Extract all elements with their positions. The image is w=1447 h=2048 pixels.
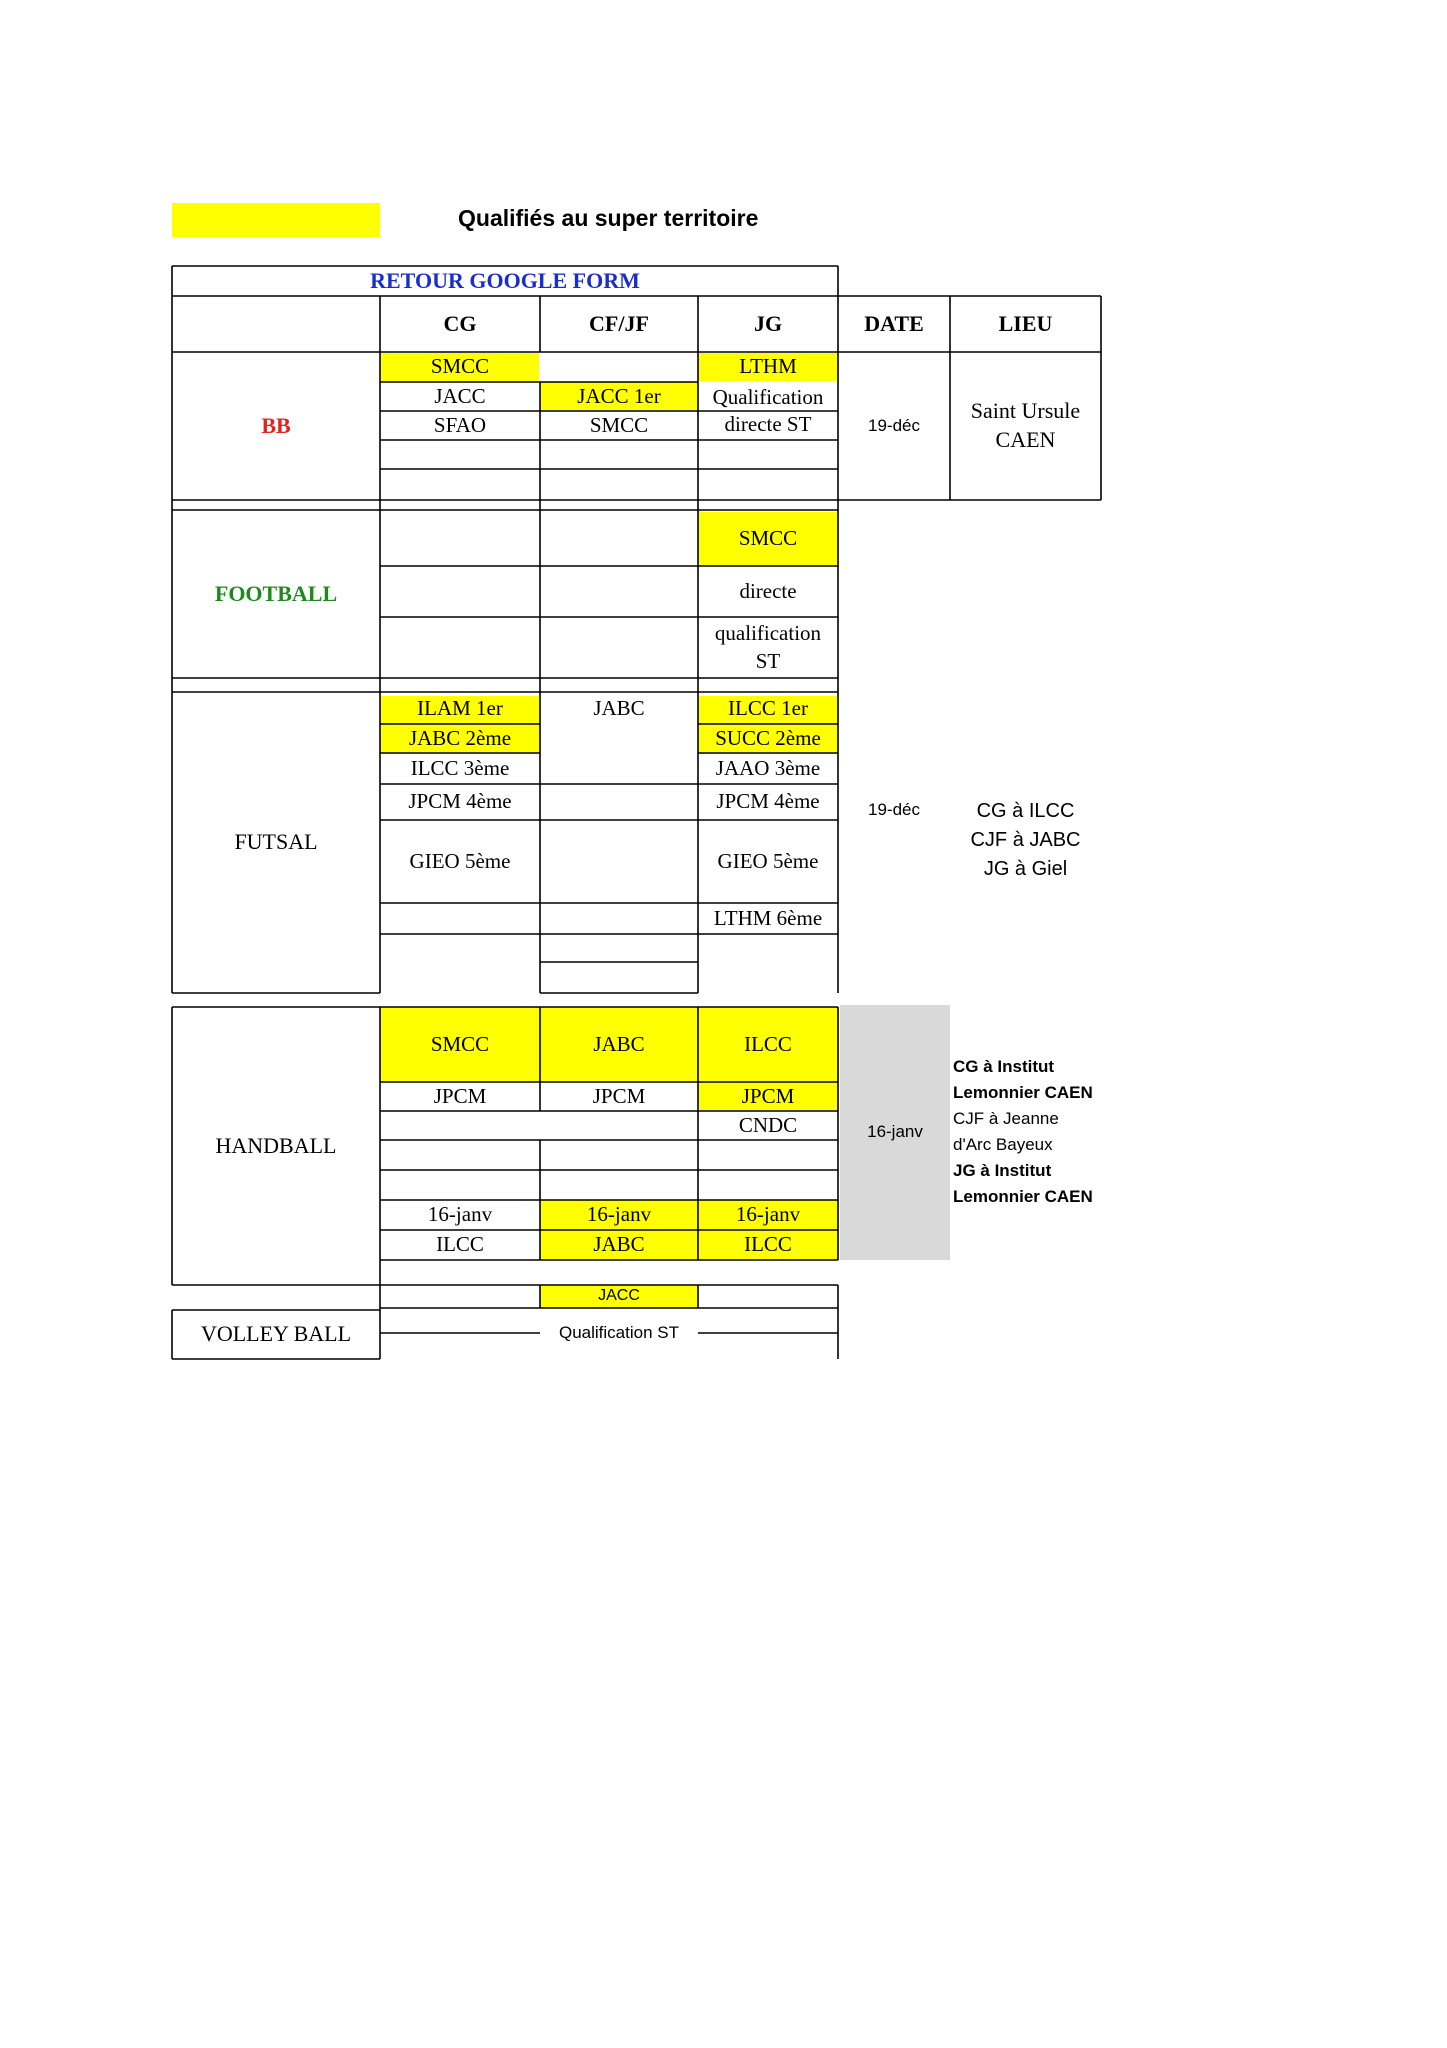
cell-bb-lieu [950,352,1101,500]
cell-handball-cfjf-2: JPCM [592,1083,646,1108]
cell-handball-cfjf-3: 16-janv [586,1202,652,1227]
handball-lieu-line-4: d'Arc Bayeux [953,1135,1053,1154]
sport-label-football: FOOTBALL [214,580,338,606]
cell-bb-cfjf-2: SMCC [589,412,649,437]
cell-handball-cfjf-1: JABC [593,1031,645,1056]
cell-football-jg-2: directe [739,578,797,603]
cell-futsal-jg-3: JAAO 3ème [715,755,821,780]
sport-label-handball: HANDBALL [215,1132,337,1158]
legend-swatch [172,203,380,237]
cell-futsal-date: 19-déc [868,799,920,819]
cell-futsal-cg-1: ILAM 1er [417,696,503,721]
cell-handball-jg-2: JPCM [741,1083,795,1108]
cell-handball-cg-1: SMCC [430,1031,490,1056]
cell-volleyball-cfjf-2: Qualification ST [559,1322,679,1342]
cell-futsal-cfjf-1: JABC [593,696,645,721]
cell-football-jg-3: qualification ST [714,621,822,673]
cell-futsal-jg-5: GIEO 5ème [717,848,819,873]
cell-bb-cg-1: SMCC [430,354,490,379]
cell-futsal-lieu [950,780,1101,900]
bb-lieu-line-2: CAEN [995,427,1056,452]
sport-label-futsal: FUTSAL [234,829,318,855]
cell-bb-cg-3: SFAO [433,412,487,437]
cell-volleyball-cfjf-1: JACC [598,1287,640,1305]
cell-futsal-cg-3: ILCC 3ème [410,755,510,780]
cell-handball-cfjf-4: JABC [593,1232,645,1257]
column-header-lieu: LIEU [998,310,1053,336]
handball-lieu-line-3: CJF à Jeanne [953,1109,1059,1128]
handball-lieu-line-1: CG à Institut [953,1057,1055,1076]
handball-lieu-line-6: Lemonnier CAEN [953,1187,1093,1206]
cell-handball-jg-1: ILCC [744,1031,792,1056]
banner-retour-google-form: RETOUR GOOGLE FORM [370,267,640,293]
sport-label-bb: BB [261,412,291,438]
cell-handball-cg-4: ILCC [436,1232,484,1257]
column-header-jg: JG [753,310,783,336]
cell-handball-lieu [953,1054,1103,1210]
column-header-cfjf: CF/JF [589,310,649,336]
cell-futsal-cg-4: JPCM 4ème [408,789,512,814]
cell-handball-date: 16-janv [867,1122,923,1142]
cell-futsal-jg-4: JPCM 4ème [716,789,820,814]
cell-handball-jg-5: ILCC [744,1232,792,1257]
cell-futsal-jg-1: ILCC 1er [728,696,808,721]
cell-handball-jg-4: 16-janv [735,1202,801,1227]
column-header-cg: CG [443,310,477,336]
page-title: Qualifiés au super territoire [458,205,759,231]
cell-futsal-jg-6: LTHM 6ème [713,905,823,930]
column-header-date: DATE [864,310,924,336]
cell-bb-jg-2: Qualification directe ST [712,384,824,436]
handball-lieu-line-2: Lemonnier CAEN [953,1083,1093,1102]
cell-bb-date: 19-déc [868,415,920,435]
cell-handball-cg-2: JPCM [433,1083,487,1108]
futsal-lieu-line-1: CG à ILCC [976,799,1075,822]
sport-label-volleyball: VOLLEY BALL [200,1321,352,1347]
bb-lieu-line-1: Saint Ursule [970,398,1081,424]
cell-handball-cg-3: 16-janv [427,1202,493,1227]
cell-futsal-jg-2: SUCC 2ème [715,725,821,750]
cell-bb-cg-2: JACC [434,383,486,408]
cell-bb-jg-1: LTHM [739,354,797,379]
futsal-lieu-line-3: JG à Giel [983,857,1068,880]
cell-bb-cfjf-1: JACC 1er [577,383,661,408]
futsal-lieu-line-2: CJF à JABC [970,828,1081,851]
handball-lieu-line-5: JG à Institut [953,1161,1052,1180]
cell-football-jg-1: SMCC [738,525,798,550]
cell-futsal-cg-5: GIEO 5ème [409,848,511,873]
cell-handball-jg-3: CNDC [738,1112,798,1137]
cell-futsal-cg-2: JABC 2ème [408,725,512,750]
